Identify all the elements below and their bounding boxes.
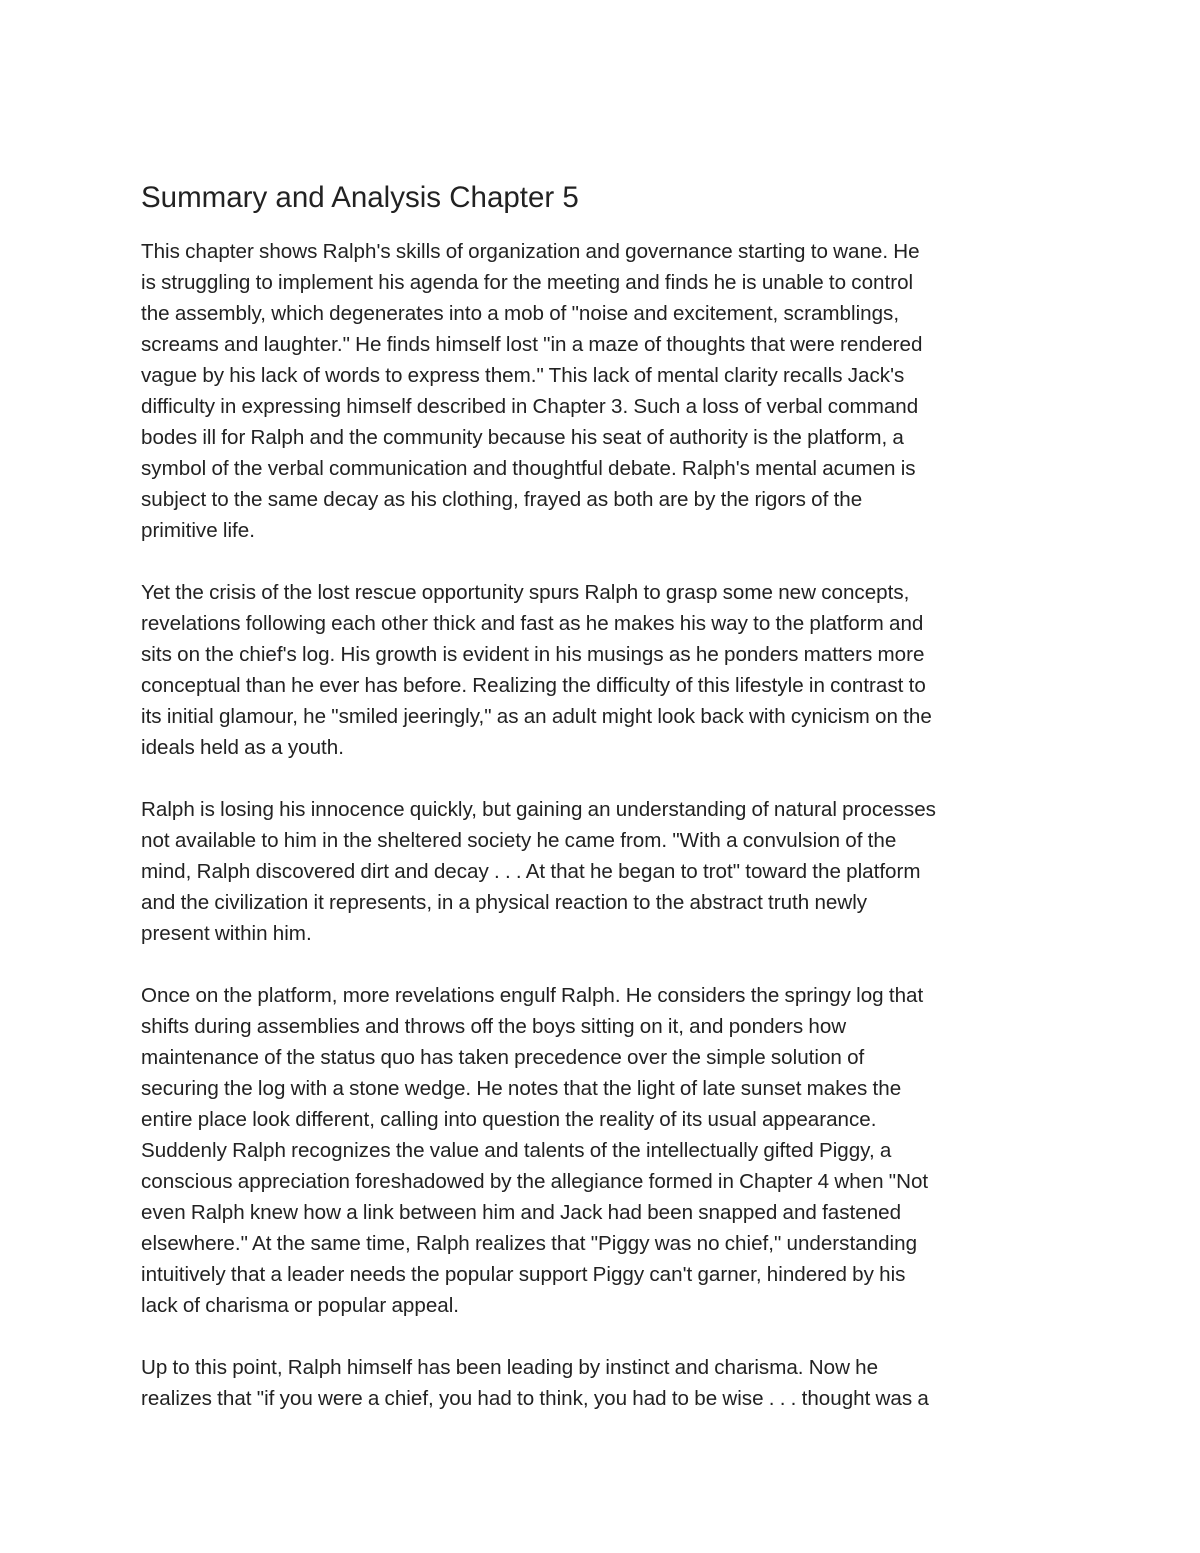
text-line: symbol of the verbal communication and thoughtful debate. Ralph's mental acumen is — [141, 457, 916, 480]
document-body — [141, 236, 1076, 1414]
text-line: present within him. — [141, 922, 312, 945]
text-line: and the civilization it represents, in a physical reaction to the abstract truth newly — [141, 891, 868, 914]
text-line: mind, Ralph discovered dirt and decay . . . At that he began to trot" toward the platform — [141, 860, 921, 883]
text-line: This chapter shows Ralph's skills of organization and governance starting to wane. He — [141, 240, 920, 263]
text-line: vague by his lack of words to express them." This lack of mental clarity recalls Jack's — [141, 364, 905, 387]
paragraph — [141, 1352, 1076, 1414]
document-page — [141, 178, 1076, 1445]
text-line: Suddenly Ralph recognizes the value and talents of the intellectually gifted Piggy, a — [141, 1139, 892, 1162]
text-line: conscious appreciation foreshadowed by the allegiance formed in Chapter 4 when "Not — [141, 1170, 929, 1193]
text-line: realizes that "if you were a chief, you had to think, you had to be wise . . . thought was a — [141, 1387, 929, 1410]
text-line: primitive life. — [141, 519, 255, 542]
text-line: revelations following each other thick and fast as he makes his way to the platform and — [141, 612, 924, 635]
text-line: intuitively that a leader needs the popular support Piggy can't garner, hindered by his — [141, 1263, 906, 1286]
paragraph — [141, 980, 1076, 1321]
text-line: subject to the same decay as his clothing, frayed as both are by the rigors of the — [141, 488, 863, 511]
text-line: the assembly, which degenerates into a mob of "noise and excitement, scramblings, — [141, 302, 900, 325]
paragraph — [141, 236, 1076, 546]
text-line: Up to this point, Ralph himself has been leading by instinct and charisma. Now he — [141, 1356, 879, 1379]
page-title: Summary and Analysis Chapter 5 — [141, 181, 579, 214]
text-line: ideals held as a youth. — [141, 736, 344, 759]
paragraph — [141, 794, 1076, 949]
text-line: is struggling to implement his agenda for the meeting and finds he is unable to control — [141, 271, 914, 294]
text-line: entire place look different, calling into question the reality of its usual appearance. — [141, 1108, 877, 1131]
text-line: sits on the chief's log. His growth is evident in his musings as he ponders matters more — [141, 643, 925, 666]
text-line: conceptual than he ever has before. Realizing the difficulty of this lifestyle in contrast to — [141, 674, 926, 697]
text-line: Ralph is losing his innocence quickly, but gaining an understanding of natural processes — [141, 798, 936, 821]
text-line: securing the log with a stone wedge. He notes that the light of late sunset makes the — [141, 1077, 902, 1100]
text-line: its initial glamour, he "smiled jeeringly," as an adult might look back with cynicism on the — [141, 705, 932, 728]
text-line: maintenance of the status quo has taken precedence over the simple solution of — [141, 1046, 865, 1069]
text-line: elsewhere." At the same time, Ralph realizes that "Piggy was no chief," understanding — [141, 1232, 918, 1255]
text-line: Yet the crisis of the lost rescue opportunity spurs Ralph to grasp some new concepts, — [141, 581, 910, 604]
text-line: screams and laughter." He finds himself lost "in a maze of thoughts that were rendered — [141, 333, 923, 356]
text-line: lack of charisma or popular appeal. — [141, 1294, 460, 1317]
text-line: Once on the platform, more revelations engulf Ralph. He considers the springy log that — [141, 984, 924, 1007]
text-line: difficulty in expressing himself described in Chapter 3. Such a loss of verbal command — [141, 395, 919, 418]
paragraph — [141, 577, 1076, 763]
text-line: shifts during assemblies and throws off the boys sitting on it, and ponders how — [141, 1015, 847, 1038]
text-line: even Ralph knew how a link between him and Jack had been snapped and fastened — [141, 1201, 902, 1224]
text-line: not available to him in the sheltered society he came from. "With a convulsion of the — [141, 829, 897, 852]
text-line: bodes ill for Ralph and the community because his seat of authority is the platform, a — [141, 426, 904, 449]
